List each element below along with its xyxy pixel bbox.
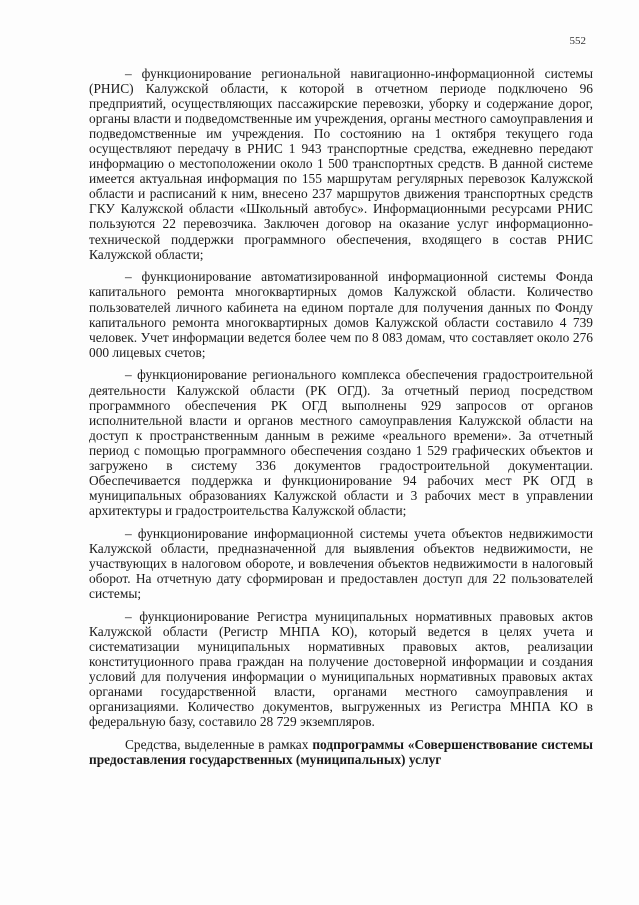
paragraph-subprogram-funds (89, 737, 593, 767)
paragraph-mnpa-register: – функционирование Регистра муниципальных нормативных правовых актов Калужской области (Регистр МНПА КО), который ведется в целях учета и систематизации муниципальных нормативных правовых актов, реализации конституционного права граждан на получение достоверной информации и создания условий для получения информации о муниципальных нормативных правовых актах органами государственной власти, органами местного самоуправления и организациями. Количество документов, выгруженных из Регистра МНПА КО в федеральную базу, составило 28 729 экземпляров. (89, 608, 593, 730)
paragraph-rnis: – функционирование региональной навигационно-информационной системы (РНИС) Калужской области, к которой в отчетном периоде подключено 96 предприятий, осуществляющих пассажирские перевозки, уборку и содержание дорог, органы власти и подведомственные им учреждения, органы местного самоуправления и подведомственные им учреждения. По состоянию на 1 октября текущего года осуществляют передачу в РНИС 1 943 транспортные средства, ежедневно передают информацию о местоположении около 1 500 транспортных средств. В данной системе имеется актуальная информация по 155 маршрутам регулярных перевозок Калужской области и расписаний к ним, внесено 237 маршрутов движения транспортных средств ГКУ Калужской области «Школьный автобус». Информационными ресурсами РНИС пользуются 22 перевозчика. Заключен договор на оказание услуг информационно-технической поддержки программного обеспечения, входящего в состав РНИС Калужской области; (89, 66, 593, 262)
page-number: 552 (569, 35, 586, 47)
paragraph-rk-ogd: – функционирование регионального комплекса обеспечения градостроительной деятельности Калужской области (РК ОГД). За отчетный период посредством программного обеспечения РК ОГД выполнены 929 запросов от органов исполнительной власти и органов местного самоуправления Калужской области на доступ к пространственным данным в режиме «реального времени». За отчетный период с помощью программного обеспечения создано 1 529 графических объектов и загружено в систему 336 документов градостроительной документации. Обеспечивается поддержка и функционирование 94 рабочих мест РК ОГД в муниципальных образованиях Калужской области и 3 рабочих мест в управлении архитектуры и градостроительства Калужской области; (89, 367, 593, 518)
subprogram-title: подпрограммы «Совершенствование системы предоставления государственных (муниципальных) услуг (89, 736, 594, 767)
paragraph-real-estate-accounting: – функционирование информационной системы учета объектов недвижимости Калужской области, предназначенной для выявления объектов недвижимости, не участвующих в налоговом обороте, и вовлечения объектов недвижимости в налоговый оборот. На отчетную дату сформирован и предоставлен доступ для 22 пользователей системы; (89, 525, 593, 601)
paragraph-lead-text: Средства, выделенные в рамках (125, 736, 313, 752)
document-body (89, 66, 593, 767)
paragraph-capital-repair-fund: – функционирование автоматизированной информационной системы Фонда капитального ремонта многоквартирных домов Калужской области. Количество пользователей личного кабинета на едином портале для получения данных по Фонду капитального ремонта многоквартирных домов Калужской области составило 4 739 человек. Учет информации ведется более чем по 8 083 домам, что составляет около 276 000 лицевых счетов; (89, 269, 593, 360)
